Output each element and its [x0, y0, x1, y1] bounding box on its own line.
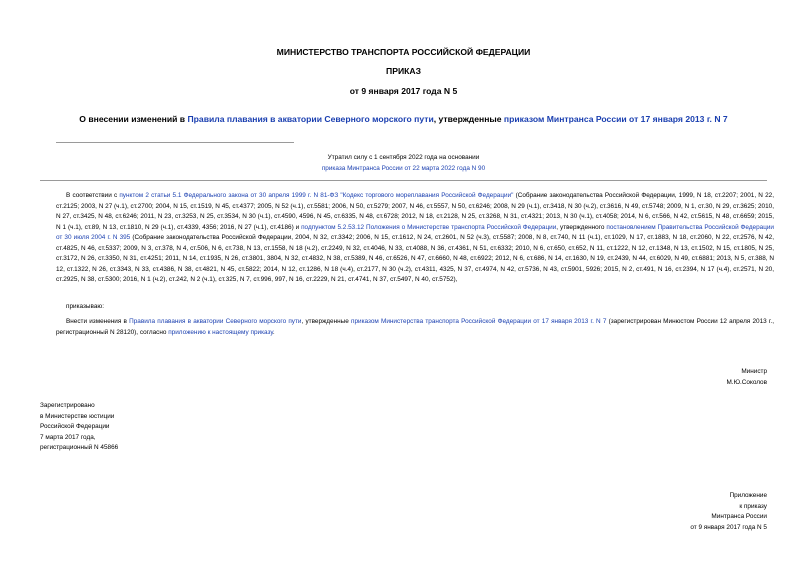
registration-line: Российской Федерации	[40, 423, 110, 430]
signature-name: М.Ю.Соколов	[726, 378, 767, 386]
status-link-line	[0, 163, 807, 174]
order-text: , утвержденные	[301, 318, 351, 325]
ministry-heading: МИНИСТЕРСТВО ТРАНСПОРТА РОССИЙСКОЙ ФЕДЕРАЦИИ	[276, 47, 531, 57]
registration-line: 7 марта 2017 года,	[40, 433, 96, 441]
appendix-line: к приказу	[739, 502, 767, 510]
law-link[interactable]: пунктом 2 статьи 5.1 Федерального закона от 30 апреля 1999 г. N 81-ФЗ "Кодекс торгового мореплавания Российской Федерации"	[119, 192, 514, 199]
title-text: , утвержденные	[433, 114, 504, 124]
regulation-link[interactable]: подпунктом 5.2.53.12 Положения о Министерстве транспорта Российской Федерации	[301, 223, 557, 231]
preamble-text: (Собрание законодательства Российской Федерации, 1999, N 18, ст.2207; 2001, N 22, ст.2125; 2003, N 27 (ч.1), ст.2700; 2004, N 15, ст.1519, N 45, ст.4377; 2005, N 52 (ч.1), ст.5581; 2006, N 50, ст.5279; 2007, N 46, ст.5557, N 50, ст.6246; 2008, N 29 (ч.1), ст.3418, N 30 (ч.2), ст.3616, N 49, ст.5748; 2009, N 1, ст.30, N 29, ст.3625; 2010, N 27, ст.3425, N 48, ст.6246; 2011, N 23, ст.3253, N 25, ст.3534, N 30 (ч.1), ст.4590, 4596, N 45, ст.6335, N 48, ст.6728; 2012, N 18, ст.2128, N 25, ст.3268, N 31, ст.4321; 2013, N 30 (ч.1), ст.4058; 2014, N 6, ст.566, N 42, ст.5615, N 48, ст.6659; 2015, N 1 (ч.1), ст.89, N 13, ст.1810, N 29 (ч.1), ст.4339, 4356; 2016, N 27 (ч.1), ст.4186) и	[56, 192, 774, 231]
status-line: Утратил силу с 1 сентября 2022 года на основании	[327, 154, 480, 161]
document-title	[40, 114, 767, 125]
signature-position: Министр	[741, 368, 767, 375]
order-link[interactable]: приказом Министерства транспорта Российской Федерации от 17 января 2013 г. N 7	[350, 318, 607, 325]
doc-date-heading: от 9 января 2017 года N 5	[349, 86, 458, 96]
order-text: (зарегистрирован Минюстом России 12 апреля 2013 г., регистрационный N 28120), согласно	[56, 318, 774, 336]
repeal-order-link[interactable]: приказа Минтранса России от 22 марта 2022 года N 90	[321, 165, 486, 172]
order-word: приказываю:	[66, 303, 104, 310]
rules-link[interactable]: Правила плавания в акватории Северного морского пути	[129, 318, 302, 325]
full-divider	[40, 180, 767, 181]
appendix-line: от 9 января 2017 года N 5	[690, 523, 767, 531]
appendix-link[interactable]: приложению к настоящему приказу	[168, 328, 273, 336]
signature-block	[726, 367, 767, 388]
appendix-line: Приложение	[729, 492, 767, 499]
order-link[interactable]: приказом Минтранса России от 17 января 2013 г. N 7	[503, 114, 728, 124]
registration-line: регистрационный N 45866	[40, 444, 119, 451]
order-paragraph	[56, 317, 774, 338]
preamble-text: , утвержденного	[556, 223, 607, 231]
appendix-block	[690, 491, 767, 533]
preamble-text: (Собрание законодательства Российской Федерации, 2004, N 32, ст.3342; 2006, N 15, ст.1612, N 24, ст.2601, N 52 (ч.3), ст.5587; 2008, N 8, ст.740, N 11 (ч.1), ст.1029, N 17, ст.1883, N 18, ст.2060, N 22, ст.2576, N 42, ст.4825, N 46, ст.5337; 2009, N 3, ст.378, N 4, ст.506, N 6, ст.738, N 13, ст.1558, N 18 (ч.2), ст.2249, N 32, ст.4046, N 33, ст.4088, N 36, ст.4361, N 51, ст.6332; 2010, N 6, ст.650, ст.652, N 11, ст.1222, N 12, ст.1348, N 13, ст.1502, N 15, ст.1805, N 25, ст.3172, N 26, ст.3350, N 31, ст.4251; 2011, N 14, ст.1935, N 26, ст.3801, 3804, N 32, ст.4832, N 38, ст.5389, N 46, ст.6526, N 47, ст.6660, N 48, ст.6922; 2012, N 6, ст.686, N 14, ст.1630, N 19, ст.2439, N 44, ст.6029, N 49, ст.6881; 2013, N 5, ст.388, N 12, ст.1322, N 26, ст.3343, N 33, ст.4386, N 38, ст.4821, N 45, ст.5822; 2014, N 12, ст.1286, N 18 (ч.4), ст.2177, N 30 (ч.2), ст.4311, 4325, N 37, ст.4974, N 42, ст.5736, N 43, ст.5901, 5926; 2015, N 2, ст.491, N 16, ст.2394, N 17 (ч.4), ст.2571, N 20, ст.2925, N 38, ст.5300; 2016, N 1 (ч.2), ст.242, N 2 (ч.1), ст.325, N 7, ст.996, 997, N 16, ст.2229, N 21, ст.4741, N 37, ст.5497, N 40, ст.5752),	[56, 234, 774, 283]
order-text: .	[272, 328, 275, 336]
registration-line: в Министерстве юстиции	[40, 412, 115, 420]
order-text: Внести изменения в	[66, 318, 130, 325]
registration-block	[40, 401, 118, 454]
doc-type-heading: ПРИКАЗ	[386, 66, 421, 76]
appendix-line: Минтранса России	[711, 513, 767, 520]
preamble-paragraph	[56, 191, 774, 286]
short-divider	[56, 142, 294, 143]
rules-link[interactable]: Правила плавания в акватории Северного морского пути	[187, 114, 434, 124]
title-text: О внесении изменений в	[79, 114, 188, 124]
preamble-text: В соответствии с	[66, 192, 120, 199]
resolution-link[interactable]: постановлением Правительства Российской Федерации от 30 июля 2004 г. N 395	[56, 223, 775, 241]
registration-line: Зарегистрировано	[40, 402, 95, 409]
